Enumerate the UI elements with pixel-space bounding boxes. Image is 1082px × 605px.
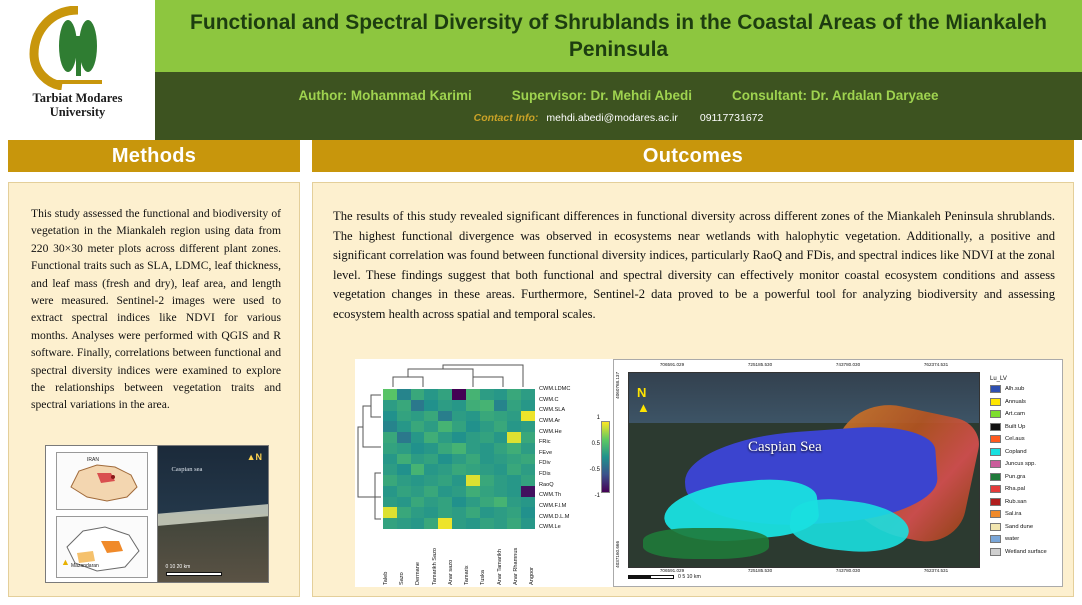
- north-arrow-map-icon: N ▲: [637, 385, 650, 415]
- legend-swatch: [990, 523, 1001, 531]
- heatmap-cell: [397, 432, 411, 443]
- heatmap-cell: [466, 475, 480, 486]
- heatmap-cell: [466, 464, 480, 475]
- heatmap-cell: [466, 497, 480, 508]
- heatmap-row-label: CWM.Th: [539, 492, 562, 499]
- heatmap-cell: [411, 421, 425, 432]
- heatmap-cell: [494, 507, 508, 518]
- legend-swatch: [990, 498, 1001, 506]
- outcomes-body-text: The results of this study revealed significant differences in functional diversity across different zones of the Miankaleh Peninsula shrublands. The highest functional divergence was observed in ecosystems near wetlands with halophytic vegetation. Additionally, a positive and significant correlation was found between functional diversity indices, particularly RaoQ and FDis, and spectral indices like NDVI at the zonal level. These findings suggest that both functional and spectral diversity can effectively monitor coastal ecosystem conditions and assess vegetation changes in these areas. Furthermore, Sentinel-2 data proved to be a powerful tool for analyzing biodiversity and assessing ecosystem health across spatial and temporal scales.: [333, 209, 1055, 321]
- heatmap-cell: [424, 454, 438, 465]
- contact-row: [474, 112, 764, 124]
- heatmap-cell: [507, 421, 521, 432]
- heatmap-cell: [494, 497, 508, 508]
- heatmap-cell: [383, 507, 397, 518]
- heatmap-grid: [383, 389, 535, 529]
- author-name: Author: Mohammad Karimi: [298, 88, 472, 103]
- map-canvas: [628, 372, 980, 568]
- methods-body-text: This study assessed the functional and biodiversity of vegetation in the Miankaleh region using data from 220 30×30 meter plots across different plant zones. Functional traits such as SLA, LDMC, leaf thickness, and leaf mass (fresh and dry), leaf area, and length were measured. Sentinel-2 images were used to extract spectral indices like NDVI for various months. Analyses were performed with QGIS and R software. Finally, correlations between functional and spectral diversity indices were examined to explore the relationships between vegetation traits and spectral variations in the area.: [31, 207, 281, 412]
- heatmap-cell: [494, 389, 508, 400]
- heatmap-cell: [383, 432, 397, 443]
- legend-label: Wetland surface: [1005, 548, 1047, 555]
- map-legend-item: [990, 548, 1060, 556]
- heatmap-row-label: FRic: [539, 439, 551, 446]
- heatmap-cell: [411, 497, 425, 508]
- heatmap-row-label: CWM.C: [539, 396, 559, 403]
- map-x-tick: 706591.029: [659, 362, 685, 367]
- satellite-inset-map: [158, 446, 269, 582]
- heatmap-cell: [507, 389, 521, 400]
- heatmap-cell: [521, 507, 535, 518]
- heatmap-row-label: CWM.F.l.M: [539, 503, 567, 510]
- map-y-ticks: [615, 372, 627, 568]
- outcomes-title: Outcomes: [642, 144, 744, 167]
- heatmap-cell: [521, 443, 535, 454]
- heatmap-cell: [383, 443, 397, 454]
- heatmap-cell: [424, 400, 438, 411]
- contact-email[interactable]: mehdi.abedi@modares.ac.ir: [546, 112, 678, 124]
- legend-swatch: [990, 410, 1001, 418]
- heatmap-cell: [397, 411, 411, 422]
- heatmap-cell: [521, 518, 535, 529]
- heatmap-cell: [507, 400, 521, 411]
- heatmap-row-label: CWM.D.L.M: [539, 513, 570, 520]
- map-legend-item: [990, 498, 1060, 506]
- heatmap-cell: [507, 486, 521, 497]
- heatmap-cell: [383, 400, 397, 411]
- map-x-tick: 743780.030: [835, 362, 861, 367]
- heatmap-cell: [424, 507, 438, 518]
- heatmap-cell: [494, 400, 508, 411]
- heatmap-cell: [507, 475, 521, 486]
- heatmap-cell: [507, 497, 521, 508]
- heatmap-cell: [411, 411, 425, 422]
- heatmap-cell: [424, 464, 438, 475]
- heatmap-cell: [507, 454, 521, 465]
- heatmap-cell: [521, 400, 535, 411]
- heatmap-cell: [466, 400, 480, 411]
- heatmap-cell: [507, 432, 521, 443]
- heatmap-cell: [466, 432, 480, 443]
- heatmap-cell: [397, 507, 411, 518]
- heatmap-cell: [424, 389, 438, 400]
- colorbar-tick: -1: [594, 493, 600, 499]
- heatmap-cell: [411, 464, 425, 475]
- heatmap-cell: [494, 475, 508, 486]
- heatmap-row-label: RaoQ: [539, 481, 554, 488]
- authors-row: [298, 88, 938, 103]
- mazandaran-inset-map: [56, 516, 148, 578]
- heatmap-figure: [355, 359, 623, 587]
- heatmap-cell: [424, 432, 438, 443]
- map-scalebar-bar: [628, 575, 674, 579]
- row-dendrogram: [355, 387, 383, 531]
- heatmap-cell: [480, 464, 494, 475]
- map-legend-item: [990, 435, 1060, 443]
- heatmap-cell: [452, 486, 466, 497]
- map-legend-item: [990, 423, 1060, 431]
- legend-swatch: [990, 460, 1001, 468]
- heatmap-column-label: Tamarix: [464, 565, 471, 585]
- heatmap-cell: [480, 443, 494, 454]
- map-legend-item: [990, 485, 1060, 493]
- map-legend-item: [990, 473, 1060, 481]
- heatmap-cell: [397, 421, 411, 432]
- study-area-figure: [45, 445, 269, 583]
- map-legend: [990, 376, 1060, 560]
- heatmap-cell: [411, 454, 425, 465]
- logo-text: [33, 91, 123, 120]
- heatmap-cell: [480, 507, 494, 518]
- legend-label: Sal.ira: [1005, 511, 1022, 517]
- heatmap-cell: [521, 464, 535, 475]
- heatmap-cell: [383, 411, 397, 422]
- heatmap-cell: [466, 507, 480, 518]
- heatmap-cell: [521, 454, 535, 465]
- heatmap-cell: [438, 454, 452, 465]
- heatmap-cell: [452, 389, 466, 400]
- province-label: Mazandaran: [71, 563, 99, 569]
- heatmap-cell: [411, 389, 425, 400]
- logo-line-1: Tarbiat Modares: [32, 91, 123, 105]
- heatmap-cell: [424, 518, 438, 529]
- map-legend-item: [990, 398, 1060, 406]
- heatmap-cell: [383, 454, 397, 465]
- map-legend-item: [990, 448, 1060, 456]
- province-outline-icon: [57, 517, 149, 579]
- legend-swatch: [990, 548, 1001, 556]
- scalebar: [166, 572, 222, 576]
- heatmap-cell: [424, 421, 438, 432]
- heatmap-column-label: Taleb: [383, 571, 389, 585]
- map-scalebar: [628, 574, 701, 580]
- heatmap-cell: [438, 400, 452, 411]
- heatmap-cell: [521, 486, 535, 497]
- heatmap-cell: [480, 400, 494, 411]
- heatmap-cell: [507, 411, 521, 422]
- heatmap-cell: [397, 389, 411, 400]
- colorbar-tick: 1: [596, 415, 600, 421]
- heatmap-column-label: Dermane: [415, 561, 422, 585]
- supervisor-name: Supervisor: Dr. Mehdi Abedi: [511, 88, 692, 103]
- methods-title: Methods: [111, 144, 197, 167]
- heatmap-cell: [494, 421, 508, 432]
- map-legend-item: [990, 410, 1060, 418]
- heatmap-cell: [383, 421, 397, 432]
- heatmap-cell: [521, 432, 535, 443]
- legend-swatch: [990, 510, 1001, 518]
- heatmap-cell: [507, 518, 521, 529]
- heatmap-cell: [521, 421, 535, 432]
- heatmap-cell: [424, 411, 438, 422]
- heatmap-cell: [466, 518, 480, 529]
- heatmap-cell: [480, 432, 494, 443]
- legend-label: Annuals: [1005, 398, 1026, 405]
- heatmap-cell: [397, 454, 411, 465]
- heatmap-cell: [452, 475, 466, 486]
- heatmap-cell: [411, 443, 425, 454]
- heatmap-cell: [383, 464, 397, 475]
- legend-swatch: [990, 435, 1001, 443]
- map-x-tick: 762374.531: [923, 568, 949, 573]
- university-logo: [0, 0, 155, 140]
- heatmap-cell: [397, 464, 411, 475]
- heatmap-cell: [397, 443, 411, 454]
- heatmap-cell: [480, 486, 494, 497]
- heatmap-cell: [424, 443, 438, 454]
- map-legend-item: [990, 385, 1060, 393]
- map-x-tick: 762374.531: [923, 362, 949, 367]
- heatmap-cell: [466, 454, 480, 465]
- north-arrow-icon-satellite: ▲N: [246, 452, 262, 462]
- heatmap-cell: [452, 400, 466, 411]
- legend-label: Sand dune: [1005, 523, 1034, 530]
- heatmap-row-label: CWM.He: [539, 428, 562, 435]
- heatmap-cell: [438, 486, 452, 497]
- heatmap-cell: [466, 443, 480, 454]
- colorbar-tick: 0.5: [591, 441, 600, 447]
- heatmap-cell: [452, 454, 466, 465]
- caspian-sea-inset-label: Caspian sea: [171, 466, 203, 473]
- heatmap-column-label: Tamarikh Sazo: [431, 548, 438, 585]
- heatmap-cell: [494, 443, 508, 454]
- legend-label: Rha.pal: [1005, 486, 1025, 492]
- heatmap-column-labels: [383, 531, 535, 585]
- map-x-tick: 725185.530: [747, 362, 773, 367]
- heatmap-cell: [507, 507, 521, 518]
- logo-mark-icon: [26, 6, 130, 90]
- legend-swatch: [990, 485, 1001, 493]
- heatmap-cell: [521, 411, 535, 422]
- heatmap-cell: [452, 443, 466, 454]
- heatmap-cell: [452, 464, 466, 475]
- heatmap-cell: [507, 443, 521, 454]
- legend-label: Cel.aus: [1005, 436, 1025, 442]
- heatmap-cell: [383, 497, 397, 508]
- heatmap-row-label: CWM.LDMC: [539, 386, 571, 392]
- map-legend-item: [990, 460, 1060, 468]
- heatmap-column-label: Sazo: [399, 572, 406, 585]
- heatmap-column-label: Anar Rhamnus: [512, 547, 519, 585]
- heatmap-cell: [507, 464, 521, 475]
- heatmap-cell: [411, 507, 425, 518]
- map-x-ticks-top: [628, 362, 980, 372]
- legend-label: Copland: [1005, 448, 1027, 455]
- methods-section-header: [8, 140, 300, 172]
- legend-label: Juncus spp.: [1005, 461, 1036, 467]
- heatmap-cell: [397, 518, 411, 529]
- heatmap-cell: [411, 518, 425, 529]
- outcomes-panel: [312, 182, 1074, 597]
- heatmap-cell: [438, 507, 452, 518]
- heatmap-cell: [466, 486, 480, 497]
- heatmap-cell: [521, 475, 535, 486]
- map-x-tick: 743780.030: [835, 568, 861, 573]
- heatmap-cell: [397, 400, 411, 411]
- legend-label: Art.cam: [1005, 411, 1025, 417]
- heatmap-column-label: Anar sazo: [447, 559, 454, 585]
- heatmap-cell: [480, 497, 494, 508]
- heatmap-cell: [452, 507, 466, 518]
- logo-line-2: University: [49, 105, 106, 120]
- authors-band: [155, 72, 1082, 140]
- map-y-tick: 4037160.666: [615, 541, 620, 568]
- heatmap-cell: [452, 497, 466, 508]
- heatmap-cell: [521, 497, 535, 508]
- heatmap-cell: [480, 411, 494, 422]
- heatmap-row-label: CWM.Ar: [539, 417, 561, 424]
- colorbar-tick: -0.5: [589, 467, 600, 473]
- heatmap-cell: [452, 421, 466, 432]
- map-legend-title: Lu_LV: [990, 376, 1007, 382]
- heatmap-row-label: FEve: [539, 449, 553, 456]
- legend-swatch: [990, 385, 1001, 393]
- column-dendrogram: [383, 363, 535, 389]
- map-legend-items: [990, 385, 1060, 556]
- heatmap-row-label: CWM.Le: [539, 524, 561, 531]
- heatmap-cell: [383, 518, 397, 529]
- heatmap-cell: [521, 389, 535, 400]
- heatmap-cell: [411, 400, 425, 411]
- heatmap-cell: [397, 486, 411, 497]
- heatmap-cell: [411, 432, 425, 443]
- heatmap-cell: [383, 486, 397, 497]
- heatmap-cell: [438, 443, 452, 454]
- heatmap-cell: [438, 421, 452, 432]
- heatmap-cell: [383, 475, 397, 486]
- methods-panel: [8, 182, 300, 597]
- heatmap-cell: [494, 464, 508, 475]
- legend-swatch: [990, 423, 1001, 431]
- heatmap-cell: [438, 464, 452, 475]
- legend-label: Built Up: [1005, 423, 1026, 430]
- legend-label: Alh.sub: [1005, 386, 1025, 392]
- heatmap-row-label: CWM.SLA: [539, 407, 566, 414]
- heatmap-cell: [494, 486, 508, 497]
- heatmap-cell: [466, 411, 480, 422]
- heatmap-cell: [411, 486, 425, 497]
- consultant-name: Consultant: Dr. Ardalan Daryaee: [731, 88, 939, 103]
- heatmap-cell: [438, 389, 452, 400]
- heatmap-cell: [452, 518, 466, 529]
- heatmap-colorbar: [601, 421, 610, 493]
- heatmap-cell: [438, 497, 452, 508]
- heatmap-colorbar-ticks: [586, 415, 600, 499]
- heatmap-cell: [480, 475, 494, 486]
- contact-label: Contact Info:: [473, 112, 539, 124]
- heatmap-cell: [424, 475, 438, 486]
- map-scalebar-text: 0 5 10 km: [678, 574, 701, 580]
- contact-phone: 09117731672: [699, 112, 764, 124]
- map-legend-item: [990, 510, 1060, 518]
- legend-swatch: [990, 535, 1001, 543]
- heatmap-cell: [411, 475, 425, 486]
- caspian-sea-map-label: Caspian Sea: [748, 438, 822, 455]
- iran-outline-icon: [57, 453, 149, 511]
- heatmap-cell: [494, 454, 508, 465]
- heatmap-column-label: Anar Tamarikh: [496, 549, 503, 585]
- heatmap-cell: [438, 518, 452, 529]
- heatmap-cell: [494, 518, 508, 529]
- title-band: [155, 0, 1082, 72]
- scalebar-text: 0 10 20 km: [165, 564, 191, 570]
- iran-label: IRAN: [87, 457, 99, 463]
- heatmap-cell: [452, 432, 466, 443]
- map-x-tick: 706591.029: [659, 568, 685, 573]
- legend-swatch: [990, 398, 1001, 406]
- heatmap-cell: [480, 389, 494, 400]
- heatmap-cell: [494, 432, 508, 443]
- heatmap-cell: [438, 475, 452, 486]
- heatmap-column-label: Angoor: [528, 566, 535, 585]
- map-vegetation-area: [643, 528, 769, 559]
- map-legend-item: [990, 523, 1060, 531]
- legend-swatch: [990, 448, 1001, 456]
- heatmap-cell: [438, 411, 452, 422]
- heatmap-cell: [438, 432, 452, 443]
- heatmap-cell: [480, 421, 494, 432]
- heatmap-cell: [452, 411, 466, 422]
- legend-label: Rub.san: [1005, 498, 1027, 505]
- heatmap-row-label: FDis: [539, 471, 551, 478]
- heatmap-cell: [480, 518, 494, 529]
- study-area-inset-maps: [46, 446, 158, 582]
- legend-swatch: [990, 473, 1001, 481]
- map-y-tick: 4060768.137: [615, 372, 620, 399]
- heatmap-cell: [480, 454, 494, 465]
- heatmap-row-label: FDiv: [539, 460, 551, 467]
- outcomes-section-header: [312, 140, 1074, 172]
- legend-label: water: [1005, 536, 1020, 542]
- map-legend-item: [990, 535, 1060, 543]
- poster-title: Functional and Spectral Diversity of Shrublands in the Coastal Areas of the Miankaleh Peninsula: [190, 10, 1047, 61]
- heatmap-cell: [397, 497, 411, 508]
- heatmap-column-label: Tuska: [480, 569, 487, 585]
- map-x-tick: 725185.530: [747, 568, 773, 573]
- heatmap-cell: [397, 475, 411, 486]
- legend-label: Pun.gra: [1005, 473, 1026, 480]
- heatmap-cell: [466, 421, 480, 432]
- heatmap-cell: [466, 389, 480, 400]
- heatmap-cell: [424, 486, 438, 497]
- north-arrow-icon: ▲: [61, 557, 70, 567]
- landcover-map-figure: [613, 359, 1063, 587]
- heatmap-cell: [494, 411, 508, 422]
- heatmap-cell: [424, 497, 438, 508]
- heatmap-cell: [383, 389, 397, 400]
- iran-inset-map: [56, 452, 148, 510]
